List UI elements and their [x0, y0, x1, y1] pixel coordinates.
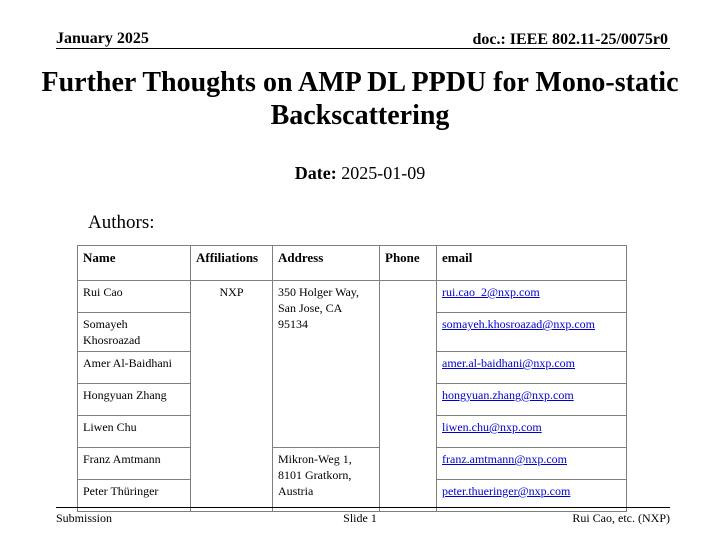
author-name: Liwen Chu — [78, 416, 191, 448]
author-name: Rui Cao — [78, 281, 191, 313]
slide-title: Further Thoughts on AMP DL PPDU for Mono-static Backscattering — [41, 67, 679, 131]
col-header-phone: Phone — [380, 246, 437, 281]
author-address: Mikron-Weg 1, 8101 Gratkorn, Austria — [273, 448, 380, 512]
author-email-link[interactable]: somayeh.khosroazad@nxp.com — [442, 317, 596, 331]
footer-slide-number: Slide 1 — [343, 511, 377, 525]
author-name: Franz Amtmann — [78, 448, 191, 480]
authors-label: Authors: — [88, 212, 155, 233]
authors-table — [77, 245, 627, 512]
author-phone — [380, 281, 437, 512]
table-header-row — [78, 246, 627, 281]
footer-author: Rui Cao, etc. (NXP) — [572, 511, 670, 525]
col-header-email: email — [437, 246, 627, 281]
header-doc-id: doc.: IEEE 802.11-25/0075r0 — [472, 31, 668, 48]
author-name: Somayeh Khosroazad — [78, 313, 191, 352]
author-address: 350 Holger Way, San Jose, CA 95134 — [273, 281, 380, 448]
col-header-affiliations: Affiliations — [191, 246, 273, 281]
table-row — [78, 448, 627, 480]
footer-submission: Submission — [56, 511, 113, 525]
date-value: 2025-01-09 — [341, 163, 426, 183]
table-row — [78, 281, 627, 313]
author-email-link[interactable]: rui.cao_2@nxp.com — [442, 285, 540, 299]
author-name: Peter Thüringer — [78, 480, 191, 512]
header-divider — [56, 48, 670, 49]
author-email-link[interactable]: hongyuan.zhang@nxp.com — [442, 388, 574, 402]
author-email-link[interactable]: peter.thueringer@nxp.com — [442, 484, 571, 498]
footer-divider — [56, 507, 670, 508]
col-header-name: Name — [78, 246, 191, 281]
author-name: Hongyuan Zhang — [78, 384, 191, 416]
author-email-link[interactable]: liwen.chu@nxp.com — [442, 420, 542, 434]
date-line — [0, 163, 720, 184]
header-date: January 2025 — [56, 30, 149, 47]
author-email-link[interactable]: franz.amtmann@nxp.com — [442, 452, 568, 466]
author-affiliation: NXP — [191, 281, 273, 512]
author-name: Amer Al-Baidhani — [78, 352, 191, 384]
col-header-address: Address — [273, 246, 380, 281]
author-email-link[interactable]: amer.al-baidhani@nxp.com — [442, 356, 576, 370]
date-label: Date: — [294, 163, 337, 183]
